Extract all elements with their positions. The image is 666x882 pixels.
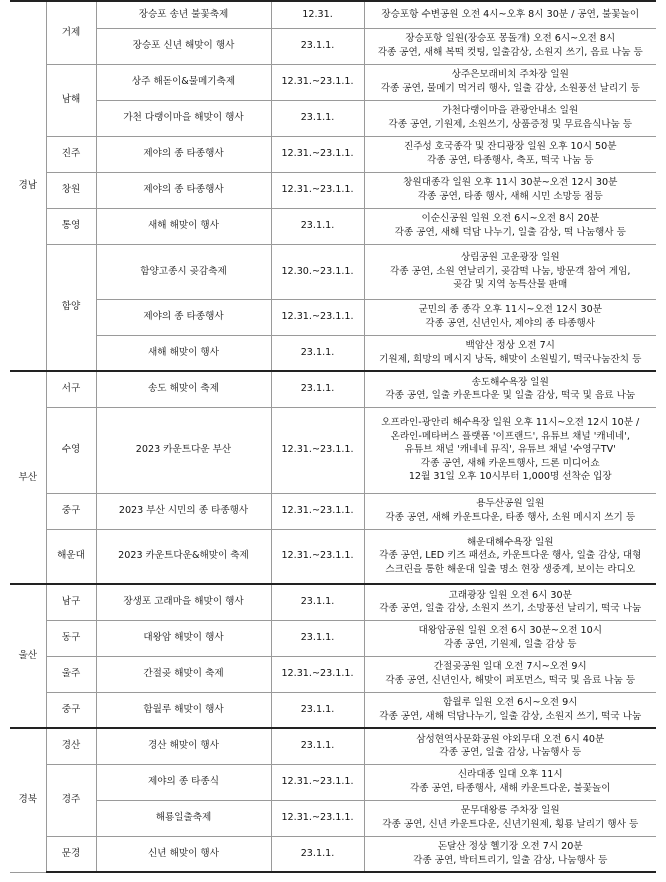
- event-date-cell: 12.31.: [271, 1, 364, 28]
- event-detail-cell: 백암산 정상 오전 7시 기원제, 희망의 메시지 낭독, 해맞이 소원빌기, 떡국나눔잔치 등: [364, 335, 656, 371]
- event-name-cell: 장승포 송년 불꽃축제: [96, 1, 271, 28]
- event-name-cell: 제야의 종 타종행사: [96, 172, 271, 208]
- table-row: [10, 64, 656, 100]
- event-name-cell: 새해 해맞이 행사: [96, 335, 271, 371]
- table-row: [10, 584, 656, 620]
- event-detail-cell: 가천다랭이마을 관광안내소 일원 각종 공연, 기원제, 소원쓰기, 상품증정 및 무료음식나눔 등: [364, 100, 656, 136]
- district-cell: 통영: [46, 208, 96, 244]
- district-cell: 서구: [46, 371, 96, 407]
- district-cell: 문경: [46, 836, 96, 872]
- table-row: [10, 728, 656, 764]
- table-row: [10, 299, 656, 335]
- event-date-cell: 12.30.~23.1.1.: [271, 244, 364, 299]
- event-date-cell: 12.31.~23.1.1.: [271, 764, 364, 800]
- event-date-cell: 12.31.~23.1.1.: [271, 800, 364, 836]
- event-name-cell: 2023 부산 시민의 종 타종행사: [96, 493, 271, 529]
- event-detail-cell: 문무대왕릉 주차장 일원 각종 공연, 신년 카운트다운, 신년기원제, 횡룡 날리기 행사 등: [364, 800, 656, 836]
- event-name-cell: 대왕암 해맞이 행사: [96, 620, 271, 656]
- event-date-cell: 23.1.1.: [271, 836, 364, 872]
- event-name-cell: 송도 해맞이 축제: [96, 371, 271, 407]
- event-detail-cell: 창원대종각 일원 오후 11시 30분~오전 12시 30분 각종 공연, 타종 행사, 새해 시민 소망등 점등: [364, 172, 656, 208]
- event-date-cell: 12.31.~23.1.1.: [271, 172, 364, 208]
- event-detail-cell: 용두산공원 일원 각종 공연, 새해 카운트다운, 타종 행사, 소원 메시지 쓰기 등: [364, 493, 656, 529]
- event-table-body: [10, 1, 656, 872]
- event-date-cell: 23.1.1.: [271, 584, 364, 620]
- table-row: [10, 100, 656, 136]
- event-date-cell: 12.31.~23.1.1.: [271, 493, 364, 529]
- event-detail-cell: 오프라인-광안리 해수욕장 일원 오후 11시~오전 12시 10분 / 온라인-메타버스 플랫폼 '이프랜드', 유튜브 채널 '캐네네', 유튜브 채널 '캐네네 뮤직', 유튜브 채널 '수영구TV' 각종 공연, 새해 카운트행사, 드론 미디어쇼 12월 31일 오후 10시부터 1,000명 선착순 입장: [364, 407, 656, 493]
- event-date-cell: 12.31.~23.1.1.: [271, 299, 364, 335]
- event-detail-cell: 송도해수욕장 일원 각종 공연, 일출 카운트다운 및 일출 감상, 떡국 및 음료 나눔: [364, 371, 656, 407]
- event-detail-cell: 대왕암공원 일원 오전 6시 30분~오전 10시 각종 공연, 기원제, 일출 감상 등: [364, 620, 656, 656]
- event-date-cell: 23.1.1.: [271, 335, 364, 371]
- event-date-cell: 12.31.~23.1.1.: [271, 64, 364, 100]
- event-detail-cell: 고래광장 일원 오전 6시 30분 각종 공연, 일출 감상, 소원지 쓰기, 소망풍선 날리기, 떡국 나눔: [364, 584, 656, 620]
- event-detail-cell: 신라대종 일대 오후 11시 각종 공연, 타종행사, 새해 카운트다운, 불꽃놀이: [364, 764, 656, 800]
- event-date-cell: 23.1.1.: [271, 208, 364, 244]
- event-date-cell: 12.31.~23.1.1.: [271, 529, 364, 584]
- region-cell: 경북: [10, 728, 46, 872]
- table-row: [10, 407, 656, 493]
- event-detail-cell: 상주은모래비치 주차장 일원 각종 공연, 물메기 먹거리 행사, 일출 감상, 소원풍선 날리기 등: [364, 64, 656, 100]
- event-detail-cell: 장승포항 일원(장승포 몽돌개) 오전 6시~오전 8시 각종 공연, 새해 복떡 컷팅, 일출감상, 소원지 쓰기, 음료 나눔 등: [364, 28, 656, 64]
- event-date-cell: 23.1.1.: [271, 728, 364, 764]
- district-cell: 수영: [46, 407, 96, 493]
- event-date-cell: 12.31.~23.1.1.: [271, 136, 364, 172]
- table-row: [10, 371, 656, 407]
- event-name-cell: 신년 해맞이 행사: [96, 836, 271, 872]
- event-schedule-table: [10, 0, 656, 873]
- event-name-cell: 장생포 고래마을 해맞이 행사: [96, 584, 271, 620]
- region-cell: 경남: [10, 1, 46, 371]
- table-row: [10, 208, 656, 244]
- district-cell: 경주: [46, 764, 96, 836]
- event-detail-cell: 해운대해수욕장 일원 각종 공연, LED 키즈 패션쇼, 카운트다운 행사, 일출 감상, 대형 스크린을 통한 해운대 일출 명소 현장 생중계, 보이는 라디오: [364, 529, 656, 584]
- table-row: [10, 656, 656, 692]
- event-date-cell: 23.1.1.: [271, 371, 364, 407]
- event-name-cell: 제야의 종 타종식: [96, 764, 271, 800]
- district-cell: 창원: [46, 172, 96, 208]
- district-cell: 울주: [46, 656, 96, 692]
- event-date-cell: 23.1.1.: [271, 28, 364, 64]
- table-row: [10, 836, 656, 872]
- event-detail-cell: 진주성 호국종각 및 잔디광장 일원 오후 10시 50분 각종 공연, 타종행사, 축포, 떡국 나눔 등: [364, 136, 656, 172]
- district-cell: 해운대: [46, 529, 96, 584]
- district-cell: 남구: [46, 584, 96, 620]
- event-name-cell: 2023 카운트다운 부산: [96, 407, 271, 493]
- event-detail-cell: 이순신공원 일원 오전 6시~오전 8시 20분 각종 공연, 새해 덕담 나누기, 일출 감상, 떡 나눔행사 등: [364, 208, 656, 244]
- table-row: [10, 28, 656, 64]
- region-cell: 부산: [10, 371, 46, 584]
- event-name-cell: 제야의 종 타종행사: [96, 136, 271, 172]
- event-date-cell: 12.31.~23.1.1.: [271, 656, 364, 692]
- table-row: [10, 244, 656, 299]
- region-cell: 울산: [10, 584, 46, 728]
- district-cell: 남해: [46, 64, 96, 136]
- event-name-cell: 2023 카운트다운&해맞이 축제: [96, 529, 271, 584]
- table-row: [10, 136, 656, 172]
- event-name-cell: 가천 다랭이마을 해맞이 행사: [96, 100, 271, 136]
- event-name-cell: 장승포 신년 해맞이 행사: [96, 28, 271, 64]
- event-date-cell: 23.1.1.: [271, 692, 364, 728]
- event-date-cell: 12.31.~23.1.1.: [271, 407, 364, 493]
- event-detail-cell: 상림공원 고운광장 일원 각종 공연, 소원 연날리기, 곶감떡 나눔, 방문객 참여 게임, 곶감 및 지역 농특산물 판매: [364, 244, 656, 299]
- event-detail-cell: 삼성현역사문화공원 야외무대 오전 6시 40분 각종 공연, 일출 감상, 나눔행사 등: [364, 728, 656, 764]
- district-cell: 중구: [46, 493, 96, 529]
- event-detail-cell: 군민의 종 종각 오후 11시~오전 12시 30분 각종 공연, 신년인사, 제야의 종 타종행사: [364, 299, 656, 335]
- event-name-cell: 해룡일출축제: [96, 800, 271, 836]
- district-cell: 중구: [46, 692, 96, 728]
- event-detail-cell: 돈달산 정상 헬기장 오전 7시 20분 각종 공연, 박터트리기, 일출 감상, 나눔행사 등: [364, 836, 656, 872]
- event-date-cell: 23.1.1.: [271, 100, 364, 136]
- table-row: [10, 800, 656, 836]
- event-name-cell: 함월루 해맞이 행사: [96, 692, 271, 728]
- table-row: [10, 493, 656, 529]
- table-row: [10, 1, 656, 28]
- event-detail-cell: 장승포항 수변공원 오전 4시~오후 8시 30분 / 공연, 불꽃놀이: [364, 1, 656, 28]
- table-row: [10, 172, 656, 208]
- district-cell: 경산: [46, 728, 96, 764]
- district-cell: 진주: [46, 136, 96, 172]
- table-row: [10, 529, 656, 584]
- event-date-cell: 23.1.1.: [271, 620, 364, 656]
- event-name-cell: 경산 해맞이 행사: [96, 728, 271, 764]
- district-cell: 동구: [46, 620, 96, 656]
- event-name-cell: 간절곶 해맞이 축제: [96, 656, 271, 692]
- table-row: [10, 692, 656, 728]
- event-detail-cell: 함월루 일원 오전 6시~오전 9시 각종 공연, 새해 덕담나누기, 일출 감상, 소원지 쓰기, 떡국 나눔: [364, 692, 656, 728]
- table-row: [10, 620, 656, 656]
- event-name-cell: 새해 해맞이 행사: [96, 208, 271, 244]
- event-detail-cell: 간절곶공원 일대 오전 7시~오전 9시 각종 공연, 신년인사, 해맞이 퍼포먼스, 떡국 및 음료 나눔 등: [364, 656, 656, 692]
- event-name-cell: 함양고종시 곶감축제: [96, 244, 271, 299]
- table-row: [10, 335, 656, 371]
- district-cell: 거제: [46, 1, 96, 64]
- event-name-cell: 상주 해돋이&물메기축제: [96, 64, 271, 100]
- district-cell: 함양: [46, 244, 96, 371]
- event-name-cell: 제야의 종 타종행사: [96, 299, 271, 335]
- table-row: [10, 764, 656, 800]
